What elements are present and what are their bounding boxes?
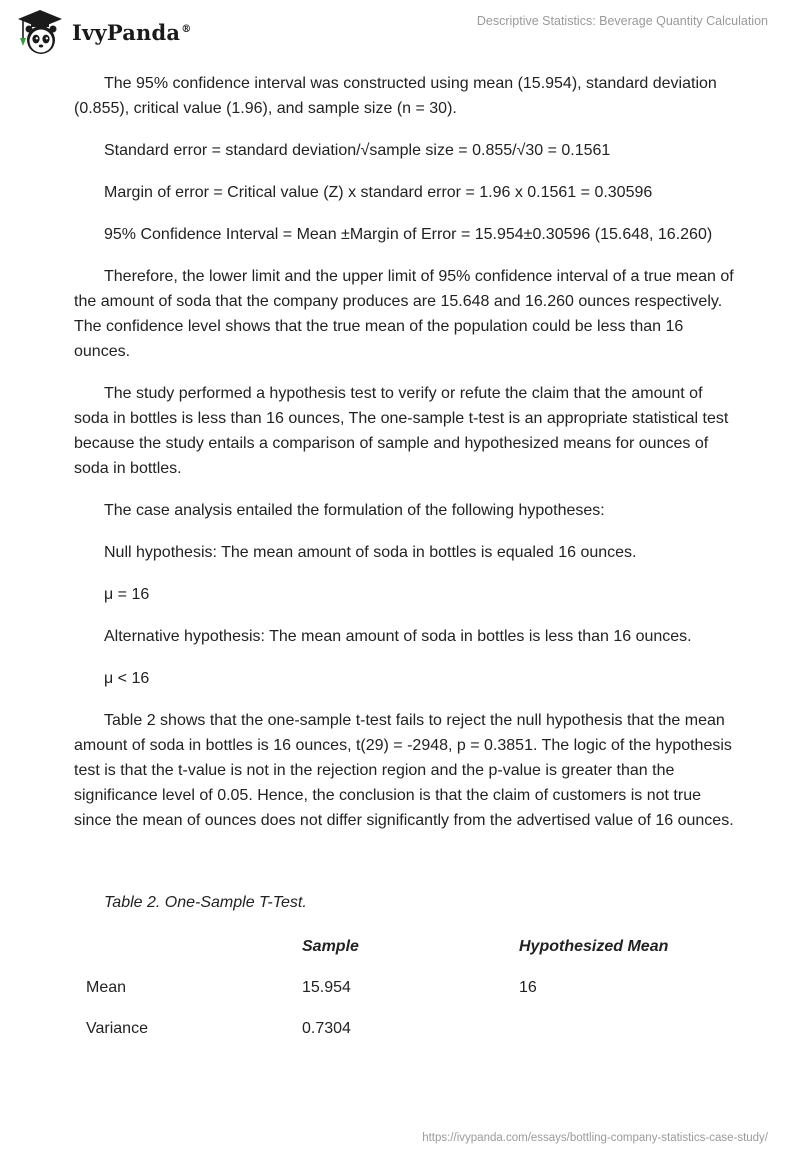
- paragraph-hypotheses-intro: The case analysis entailed the formulation of the following hypotheses:: [104, 502, 605, 519]
- cell-sample-variance: 0.7304: [302, 1019, 351, 1037]
- table-header-cell: [74, 926, 302, 967]
- document-title: Descriptive Statistics: Beverage Quantity Calculation: [476, 14, 768, 28]
- table-header-sample: Sample: [302, 937, 359, 955]
- table-header-row: [74, 926, 749, 967]
- table-row: [74, 967, 749, 1008]
- paragraph-alternative-formula: μ < 16: [104, 670, 150, 687]
- paragraph-limits: Therefore, the lower limit and the upper limit of 95% confidence interval of a true mean of the amount of soda that the company produces are 15.648 and 16.260 ounces respectively. The confidence level shows that the true mean of the population could be less than 16 ounces.: [74, 268, 734, 360]
- panda-graduate-icon: [14, 8, 66, 56]
- cell-hypothesized-mean: 16: [519, 978, 537, 996]
- paragraph-confidence-interval-intro: The 95% confidence interval was constructed using mean (15.954), standard deviation (0.855), critical value (1.96), and sample size (n = 30).: [74, 75, 717, 117]
- paragraph-null-hypothesis: Null hypothesis: The mean amount of soda in bottles is equaled 16 ounces.: [104, 544, 637, 561]
- logo-text: IvyPanda®: [72, 19, 192, 45]
- table-header-hypothesized-mean: Hypothesized Mean: [519, 937, 669, 955]
- ivypanda-logo[interactable]: [14, 8, 191, 56]
- essay-body: [74, 71, 734, 850]
- paragraph-hypothesis-test: The study performed a hypothesis test to verify or refute the claim that the amount of soda in bottles is less than 16 ounces, The one-sample t-test is an appropriate statistical test because the study entails a comparison of sample and hypothesized means for ounces of soda in bottles.: [74, 385, 729, 477]
- paragraph-confidence-interval-formula: 95% Confidence Interval = Mean ±Margin of Error = 15.954±0.30596 (15.648, 16.260): [104, 226, 713, 243]
- paragraph-conclusion: Table 2 shows that the one-sample t-test fails to reject the null hypothesis that the mean amount of soda in bottles is 16 ounces, t(29) = -2948, p = 0.3851. The logic of the hypothesis test is that the t-value is not in the rejection region and the p-value is greater than the significance level of 0.05. Hence, the conclusion is that the claim of customers is not true since the mean of ounces does not differ significantly from the advertised value of 16 ounces.: [74, 712, 734, 829]
- page-header: [0, 0, 800, 62]
- paragraph-null-formula: μ = 16: [104, 586, 150, 603]
- paragraph-alternative-hypothesis: Alternative hypothesis: The mean amount of soda in bottles is less than 16 ounces.: [104, 628, 692, 645]
- table-caption: Table 2. One-Sample T-Test.: [104, 894, 307, 911]
- t-test-table: [74, 926, 749, 1049]
- source-url[interactable]: https://ivypanda.com/essays/bottling-company-statistics-case-study/: [422, 1132, 768, 1144]
- row-label-mean: Mean: [86, 978, 127, 996]
- paragraph-standard-error: Standard error = standard deviation/√sample size = 0.855/√30 = 0.1561: [104, 142, 611, 159]
- row-label-variance: Variance: [86, 1019, 148, 1037]
- paragraph-margin-of-error: Margin of error = Critical value (Z) x standard error = 1.96 x 0.1561 = 0.30596: [104, 184, 653, 201]
- cell-hypothesized-variance: [519, 1008, 749, 1049]
- table-row: [74, 1008, 749, 1049]
- cell-sample-mean: 15.954: [302, 978, 351, 996]
